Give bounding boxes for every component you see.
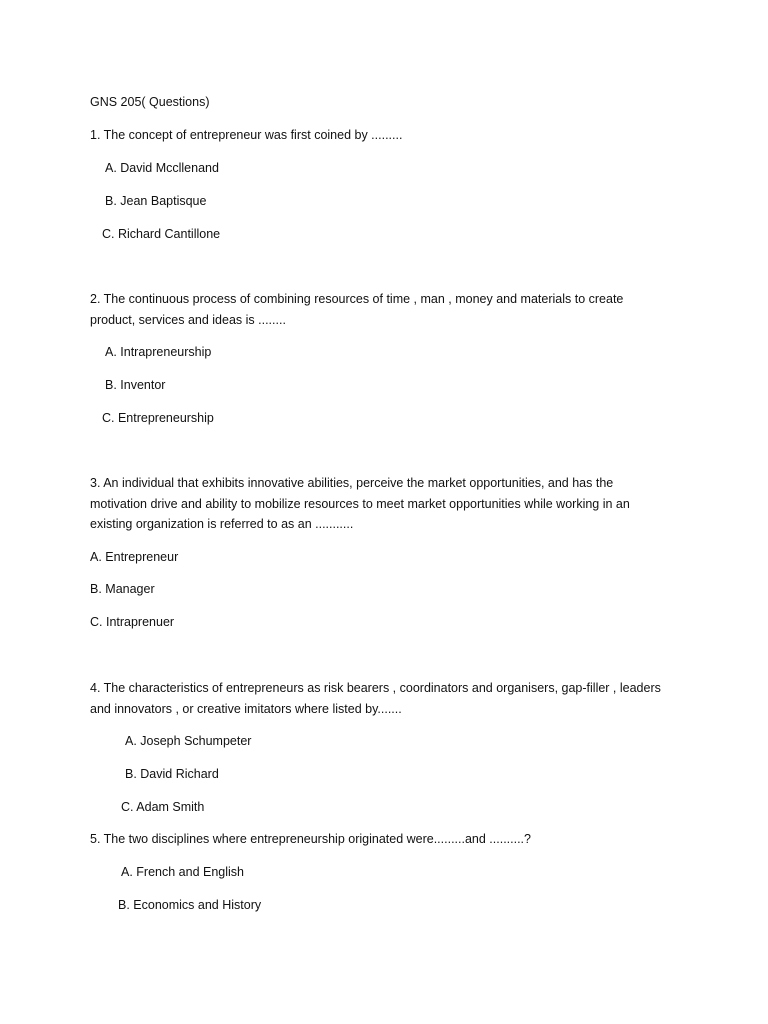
question-2-option-b: B. Inventor — [105, 378, 166, 392]
question-2-option-c: C. Entrepreneurship — [102, 411, 214, 425]
question-4-option-a: A. Joseph Schumpeter — [125, 734, 252, 748]
question-5-option-b: B. Economics and History — [118, 898, 262, 912]
question-1-option-c: C. Richard Cantillone — [102, 227, 221, 241]
question-4-option-c: C. Adam Smith — [121, 800, 205, 814]
question-5-option-a: A. French and English — [121, 865, 244, 879]
question-3-text: 3. An individual that exhibits innovative abilities, perceive the market opportunities, and has the motivation drive and ability to mobilize resources to meet market opportunities while working in an existing organization is referred to as an ........... — [90, 476, 630, 531]
question-3-option-b: B. Manager — [90, 582, 155, 596]
document-title: GNS 205( Questions) — [90, 95, 210, 109]
question-4-text: 4. The characteristics of entrepreneurs as risk bearers , coordinators and organisers, gap-filler , leaders and innovators , or creative imitators where listed by....... — [90, 681, 661, 716]
question-4-option-b: B. David Richard — [125, 767, 219, 781]
question-2-option-a: A. Intrapreneurship — [105, 345, 212, 359]
question-1-option-a: A. David Mccllenand — [105, 161, 219, 175]
question-5-text: 5. The two disciplines where entrepreneurship originated were.........and ..........? — [90, 832, 531, 846]
question-1-option-b: B. Jean Baptisque — [105, 194, 207, 208]
question-3-option-a: A. Entrepreneur — [90, 550, 179, 564]
question-1-text: 1. The concept of entrepreneur was first coined by ......... — [90, 128, 403, 142]
question-2-text: 2. The continuous process of combining resources of time , man , money and materials to create product, services and ideas is ........ — [90, 292, 624, 327]
question-3-option-c: C. Intraprenuer — [90, 615, 175, 629]
